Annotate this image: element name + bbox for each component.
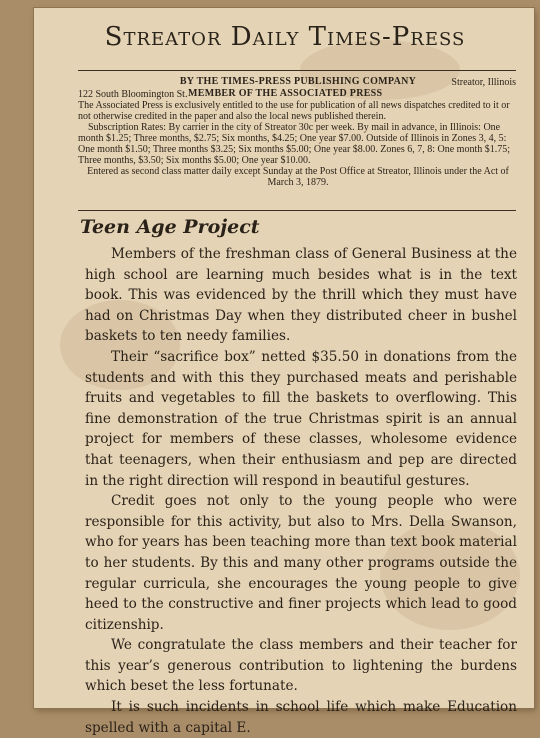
city-line: Streator, Illinois xyxy=(451,77,516,88)
section-rule xyxy=(78,210,516,211)
entry-notice: Entered as second class matter daily except Sunday at the Post Office at Streator, Illinois under the Act of March 3, 1879. xyxy=(87,166,509,188)
membership-heading: MEMBER OF THE ASSOCIATED PRESS xyxy=(188,88,383,99)
newspaper-masthead: Streator Daily Times-Press xyxy=(104,22,466,52)
subscription-rates: Subscription Rates: By carrier in the city of Streator 30c per week. By mail in advance, in Illinois: One month $1.25; Three months, $2.75; Six months, $4.25; One year $7.00. Outside of Illinois in Zones 3, 4, 5: One month $1.50; Three months $3.25; Six months $5.00; One year $8.00. Zones 6, 7, 8: One month $1.75; Three months, $3.50; Six months $5.00; One year $10.00. xyxy=(78,122,511,166)
article-paragraph: Credit goes not only to the young people who were responsible for this activity, but also to Mrs. Della Swanson, who for years has been teaching more than text book material to her students. By this and many other programs outside the regular curricula, she encourages the young people to give heed to the constructive and finer projects which lead to good citizenship. xyxy=(85,493,517,633)
masthead-rule xyxy=(78,70,516,71)
article-paragraph: Members of the freshman class of General Business at the high school are learning much besides what is in the text book. This was evidenced by the thrill which they must have had on Christmas Day when they distributed cheer in bushel baskets to ten needy families. xyxy=(85,246,517,345)
article-paragraph: It is such incidents in school life which make Education spelled with a capital E. xyxy=(85,699,517,736)
article-body xyxy=(85,244,517,738)
street-address: 122 South Bloomington St. xyxy=(78,89,188,100)
article-paragraph: We congratulate the class members and their teacher for this year’s generous contribution to lightening the burdens which beset the less fortunate. xyxy=(85,637,517,695)
publication-header xyxy=(78,76,518,188)
article-paragraph: Their “sacrifice box” netted $35.50 in donations from the students and with this they purchased meats and perishable fruits and vegetables to fill the baskets to overflowing. This fine demonstration of the true Christmas spirit is an annual project for members of these classes, wholesome evidence that teenagers, when their enthusiasm and pep are directed in the right direction will respond in beautiful gestures. xyxy=(85,348,517,489)
publisher-line: BY THE TIMES-PRESS PUBLISHING COMPANY xyxy=(179,76,417,87)
article-title: Teen Age Project xyxy=(80,216,260,238)
ap-notice: The Associated Press is exclusively entitled to the use for publication of all news dispatches credited to it or not otherwise credited in the paper and also the local news published therein. xyxy=(78,100,510,122)
